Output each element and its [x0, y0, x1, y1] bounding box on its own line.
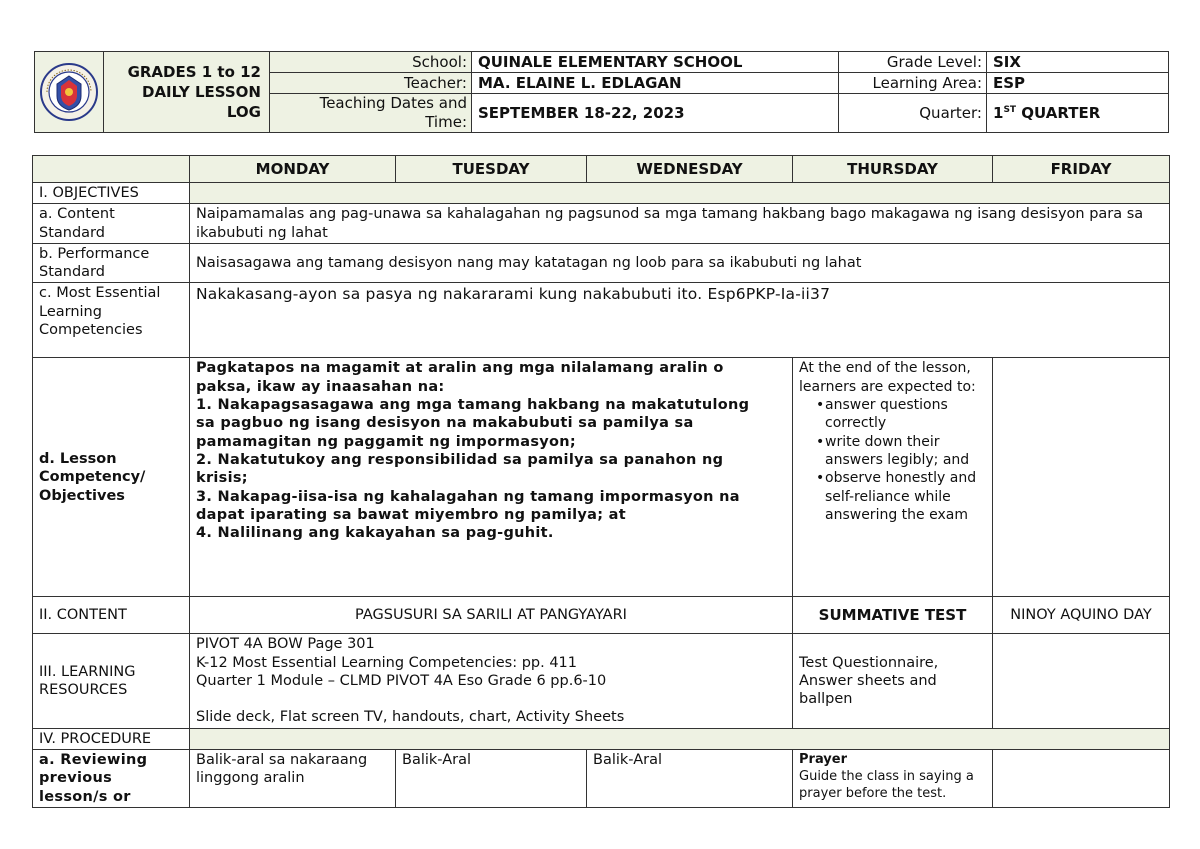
logo-cell — [35, 52, 104, 133]
review-row — [33, 749, 1170, 807]
procedure-heading-row — [33, 728, 1170, 749]
list-item: • observe honestly and self-reliance while answering the exam — [825, 469, 986, 524]
resources-row — [33, 634, 1170, 728]
melc-row — [33, 283, 1170, 358]
review-wednesday: Balik-Aral — [587, 749, 793, 807]
friday-objectives — [993, 358, 1170, 597]
melc-label: c. Most Essential Learning Competencies — [33, 283, 190, 358]
content-friday: NINOY AQUINO DAY — [993, 597, 1170, 634]
performance-standard-text: Naisasagawa ang tamang desisyon nang may katatagan ng loob para sa ikabubuti ng lahat — [190, 243, 1170, 283]
resources-label: III. LEARNING RESOURCES — [33, 634, 190, 728]
resources-text: PIVOT 4A BOW Page 301 K-12 Most Essential Learning Competencies: pp. 411 Quarter 1 Module – CLMD PIVOT 4A Eso Grade 6 pp.6-10 Slide deck, Flat screen TV, handouts, chart, Activity Sheets — [190, 634, 793, 728]
objectives-heading-fill — [190, 183, 1170, 204]
day-wednesday: WEDNESDAY — [587, 156, 793, 183]
content-standard-row — [33, 204, 1170, 244]
day-tuesday: TUESDAY — [396, 156, 587, 183]
thursday-objectives-intro: At the end of the lesson, learners are expected to: — [799, 360, 976, 395]
lesson-objectives-list: Pagkatapos na magamit at aralin ang mga nilalamang aralin o paksa, ikaw ay inaasahan na: 1. Nakapagsasagawa ang mga tamang hakbang na makatutulong sa pagbuo ng isang desisyon na makabubuti sa pamilya sa pamamagitan ng paggamit ng impormasyon; 2. Nakatutukoy ang responsibilidad sa pamilya sa panahon ng krisis; 3. Nakapag-iisa-isa ng kahalagahan ng tamang impormasyon na dapat iparating sa bawat miyembro ng pamilya; at 4. Nalilinang ang kakayahan sa pag-guhit. — [196, 360, 750, 542]
day-friday: FRIDAY — [993, 156, 1170, 183]
lesson-log-table — [32, 155, 1170, 808]
learning-area-value: ESP — [987, 73, 1169, 94]
list-item: • write down their answers legibly; and — [825, 433, 986, 470]
objectives-heading-row — [33, 183, 1170, 204]
review-label: a. Reviewing previous lesson/s or — [33, 749, 190, 807]
header-table — [34, 51, 1169, 133]
teacher-label: Teacher: — [270, 73, 472, 94]
review-friday — [993, 749, 1170, 807]
dll-title — [104, 52, 270, 133]
deped-seal-icon — [39, 62, 99, 122]
review-monday: Balik-aral sa nakaraang linggong aralin — [190, 749, 396, 807]
quarter-value: 1ST QUARTER — [987, 94, 1169, 133]
list-item: • answer questions correctly — [825, 396, 986, 433]
grade-level-label: Grade Level: — [839, 52, 987, 73]
day-monday: MONDAY — [190, 156, 396, 183]
title-line-1: GRADES 1 to 12 — [127, 63, 261, 81]
school-value: QUINALE ELEMENTARY SCHOOL — [472, 52, 839, 73]
content-mon-wed: PAGSUSURI SA SARILI AT PANGYAYARI — [190, 597, 793, 634]
procedure-heading-fill — [190, 728, 1170, 749]
teacher-value: MA. ELAINE L. EDLAGAN — [472, 73, 839, 94]
lesson-objectives-text — [190, 358, 793, 597]
resources-thursday: Test Questionnaire, Answer sheets and ballpen — [793, 634, 993, 728]
content-thursday: SUMMATIVE TEST — [793, 597, 993, 634]
thursday-prayer-title: Prayer — [799, 751, 848, 767]
title-line-2: DAILY LESSON — [142, 83, 261, 101]
days-header-row — [33, 156, 1170, 183]
learning-area-label: Learning Area: — [839, 73, 987, 94]
procedure-heading: IV. PROCEDURE — [33, 728, 190, 749]
review-thursday — [793, 749, 993, 807]
teaching-dates-value: SEPTEMBER 18-22, 2023 — [472, 94, 839, 133]
content-standard-text: Naipamamalas ang pag-unawa sa kahalagahan ng pagsunod sa mga tamang hakbang bago makagawa ng isang desisyon para sa ikabubuti ng lahat — [190, 204, 1170, 244]
thursday-prayer-text: Guide the class in saying a prayer before the test. — [799, 768, 974, 801]
day-thursday: THURSDAY — [793, 156, 993, 183]
lesson-objectives-label: d. Lesson Competency/ Objectives — [33, 358, 190, 597]
quarter-label: Quarter: — [839, 94, 987, 133]
corner-cell — [33, 156, 190, 183]
performance-standard-label: b. Performance Standard — [33, 243, 190, 283]
thursday-objectives — [793, 358, 993, 597]
school-label: School: — [270, 52, 472, 73]
teaching-dates-label: Teaching Dates and Time: — [270, 94, 472, 133]
review-tuesday: Balik-Aral — [396, 749, 587, 807]
lesson-objectives-row — [33, 358, 1170, 597]
objectives-heading: I. OBJECTIVES — [33, 183, 190, 204]
content-row — [33, 597, 1170, 634]
resources-friday — [993, 634, 1170, 728]
title-line-3: LOG — [226, 103, 261, 121]
performance-standard-row — [33, 243, 1170, 283]
melc-text: Nakakasang-ayon sa pasya ng nakararami kung nakabubuti ito. Esp6PKP-Ia-ii37 — [190, 283, 1170, 358]
thursday-objectives-list — [799, 396, 986, 524]
grade-level-value: SIX — [987, 52, 1169, 73]
content-label: II. CONTENT — [33, 597, 190, 634]
content-standard-label: a. Content Standard — [33, 204, 190, 244]
